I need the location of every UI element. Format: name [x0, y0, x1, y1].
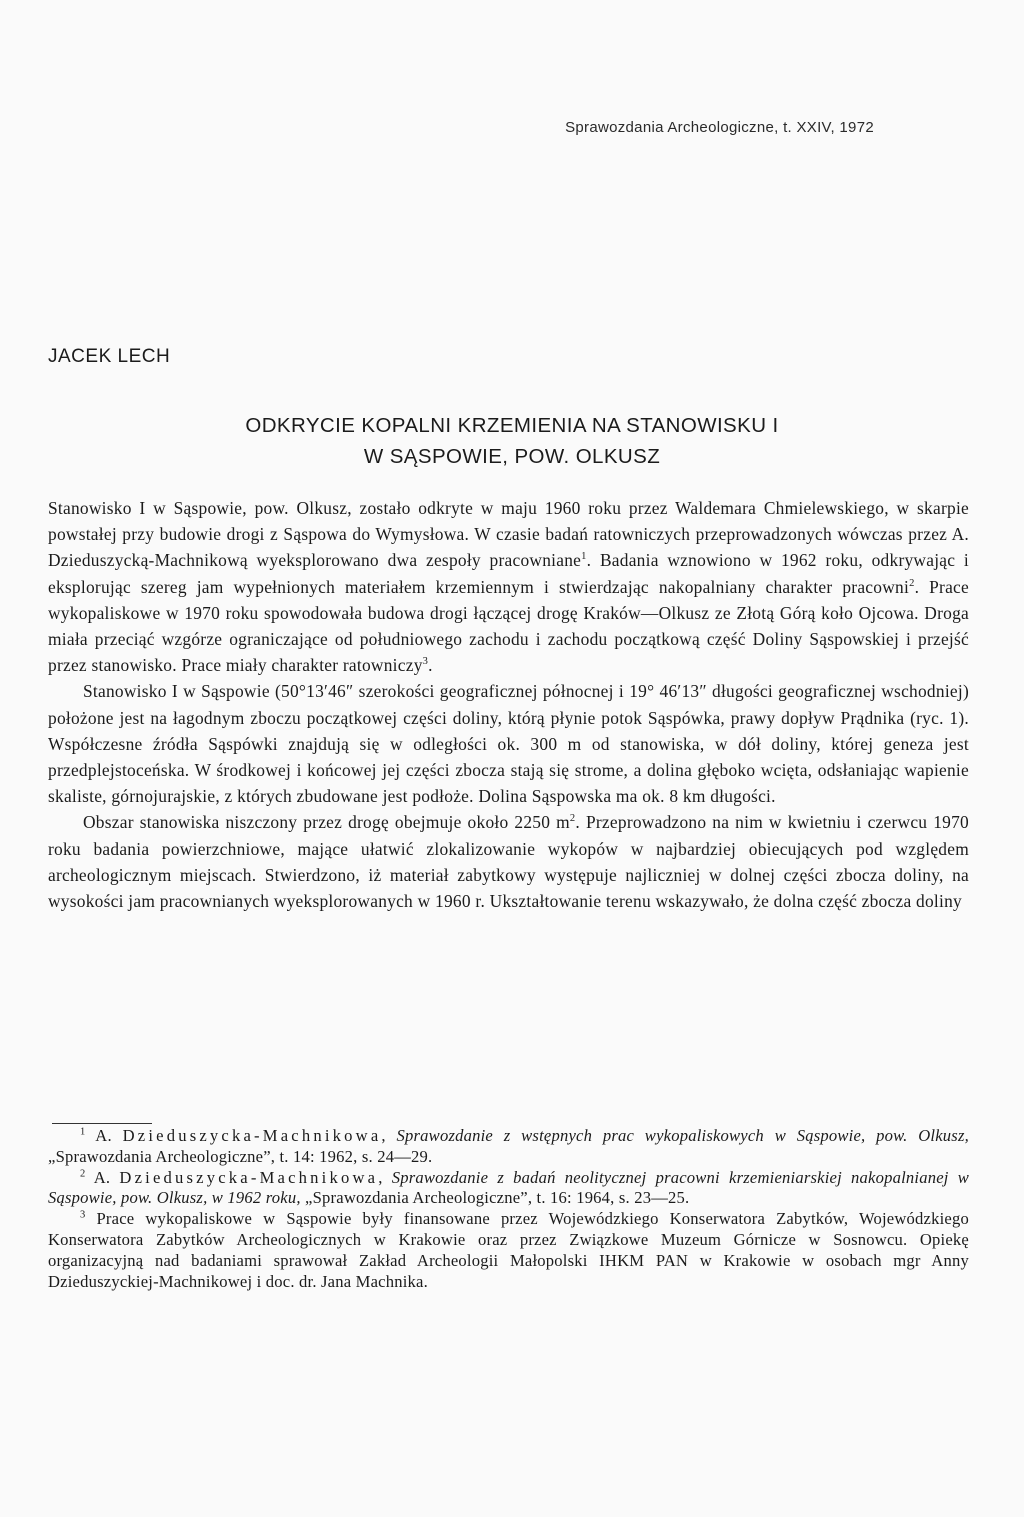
footnote-3-number	[48, 1209, 85, 1230]
footnote-3-marker: 3	[80, 1209, 86, 1221]
footnote-3-text: Prace wykopaliskowe w Sąspowie były finansowane przez Wojewódzkiego Konserwatora Zabytków, Wojewódzkiego Konserwatora Zabytków Archeologicznych w Krakowie oraz przez Związkowe Muzeum Górnicze w Sosnowcu. Opiekę organizacyjną nad badaniami sprawował Zakład Archeologii Małopolski IHKM PAN w Krakowie w osobach mgr Anny Dzieduszyckiej-Machnikowej i doc. dr. Jana Machnika.	[48, 1209, 969, 1291]
p1-text-d: .	[428, 655, 433, 676]
footnote-2-title: Sprawozdanie z badań neolitycznej pracowni krzemieniarskiej nakopalnianej w Sąspowie, pow. Olkusz, w 1962 roku,	[48, 1167, 970, 1208]
footnote-divider	[52, 1123, 152, 1124]
title-line-2: W SĄSPOWIE, POW. OLKUSZ	[363, 445, 661, 468]
body-paragraph-1	[48, 495, 969, 678]
author-name: JACEK LECH	[48, 346, 171, 367]
footnote-2-author: Dzieduszycka-Machnikowa	[119, 1167, 379, 1187]
p3-text-b: . Przeprowadzono na nim w kwietniu i czerwcu 1970 roku badania powierzchniowe, mające ułatwić zlokalizowanie wykopów w najbardziej obiecujących pod względem archeologicznym miejscach. Stwierdzono, iż materiał zabytkowy występuje najliczniej w dolnej części zbocza doliny, na wysokości jam pracownianych wyeksplorowanych w 1960 r. Ukształtowanie terenu wskazywało, że dolna część zbocza doliny	[48, 812, 969, 912]
footnote-1-author: Dzieduszycka-Machnikowa	[122, 1126, 382, 1145]
title-line-1: ODKRYCIE KOPALNI KRZEMIENIA NA STANOWISKU I	[245, 414, 779, 437]
footnote-3	[48, 1209, 969, 1292]
footnote-1	[48, 1126, 969, 1168]
footnote-1-sep: ,	[381, 1126, 397, 1145]
footnote-1-number	[48, 1126, 85, 1147]
footnote-1-marker: 1	[80, 1126, 86, 1138]
footnote-2-source: „Sprawozdania Archeologiczne”, t. 16: 1964, s. 23—25.	[300, 1188, 690, 1208]
footnotes	[48, 1123, 969, 1292]
p1-text-a: Stanowisko I w Sąspowie, pow. Olkusz, zostało odkryte w maju 1960 roku przez Waldemara Chmielewskiego, w skarpie powstałej przy budowie drogi z Sąspowa do Wymysłowa. W czasie badań ratowniczych przeprowadzonych wówczas przez A. Dzieduszycką-Machnikową wyeksplorowano dwa zespoły pracowniane	[48, 498, 969, 571]
p1-text-b: . Badania wznowiono w 1962 roku, odkrywając i eksplorując szereg jam wypełnionych materiałem krzemiennym i stwierdzając nakopalniany charakter pracowni	[48, 550, 970, 597]
body-paragraph-2: Stanowisko I w Sąspowie (50°13′46″ szerokości geograficznej północnej i 19° 46′13″ długości geograficznej wschodniej) położone jest na łagodnym zboczu początkowej części doliny, którą płynie potok Sąspówka, prawy dopływ Prądnika (ryc. 1). Współczesne źródła Sąspówki znajdują się w odległości ok. 300 m od stanowiska, w dół doliny, której geneza jest przedplejstoceńska. W środkowej i końcowej jej części zbocza stają się strome, a dolina głęboko wcięta, odsłaniając wapienie skaliste, górnojurajskie, z których zbudowane jest podłoże. Dolina Sąspowska ma ok. 8 km długości.	[48, 681, 969, 807]
footnote-ref-3: 3	[422, 656, 429, 668]
footnote-2	[48, 1168, 969, 1210]
footnote-2-sep: ,	[378, 1167, 392, 1187]
area-superscript: 2	[569, 813, 576, 825]
article-title	[48, 410, 976, 472]
body-paragraph-3	[48, 809, 969, 914]
footnote-1-title: Sprawozdanie z wstępnych prac wykopaliskowych w Sąspowie, pow. Olkusz,	[396, 1126, 969, 1145]
footnote-ref-1: 1	[581, 551, 587, 563]
p3-text-a: Obszar stanowiska niszczony przez drogę obejmuje około 2250 m	[83, 812, 570, 833]
footnote-ref-2: 2	[909, 577, 915, 589]
footnote-1-initial: A.	[85, 1126, 123, 1145]
footnote-2-marker: 2	[80, 1168, 86, 1180]
running-head: Sprawozdania Archeologiczne, t. XXIV, 1972	[565, 119, 874, 136]
footnote-2-initial: A.	[85, 1167, 120, 1187]
p1-text-c: . Prace wykopaliskowe w 1970 roku spowodowała budowa drogi łączącej drogę Kraków—Olkusz ze Złotą Górą koło Ojcowa. Droga miała przeciąć wzgórze ograniczające od południowego zachodu i zachodu początkową część Doliny Sąspowskiej i przejść przez stanowisko. Prace miały charakter ratowniczy	[48, 576, 969, 676]
footnote-2-number	[48, 1168, 85, 1189]
article-body	[48, 495, 969, 914]
footnote-1-source: „Sprawozdania Archeologiczne”, t. 14: 1962, s. 24—29.	[48, 1146, 433, 1166]
